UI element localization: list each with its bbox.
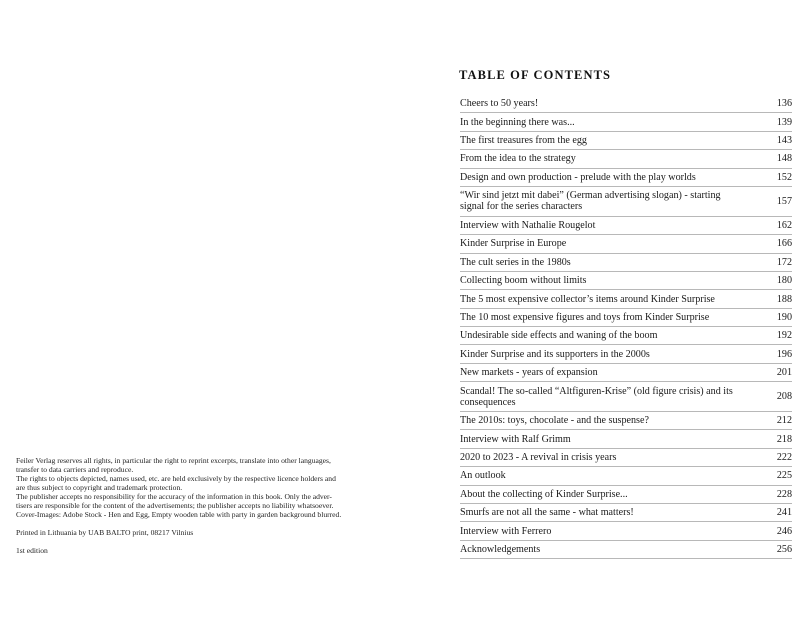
toc-entry xyxy=(460,217,792,235)
imprint-rights-line: are thus subject to copyright and trademark protection. xyxy=(16,483,183,492)
toc-entry-title: In the beginning there was... xyxy=(460,116,575,128)
toc-heading: TABLE OF CONTENTS xyxy=(459,68,612,82)
toc-entry xyxy=(460,541,792,559)
toc-entry xyxy=(460,150,792,168)
toc-entry-title: 2020 to 2023 - A revival in crisis years xyxy=(460,452,617,464)
toc-entry-title: The 10 most expensive figures and toys from Kinder Surprise xyxy=(460,311,710,323)
toc-entry-page-number: 192 xyxy=(776,330,792,342)
toc-entry-page-number: 201 xyxy=(776,367,792,379)
toc-entry-page-number: 225 xyxy=(776,470,792,482)
toc-entry-title: New markets - years of expansion xyxy=(460,367,598,379)
toc-entry xyxy=(460,132,792,150)
imprint-rights-line: The rights to objects depicted, names used, etc. are held exclusively by the respective licence holders and xyxy=(16,474,336,483)
toc-entry-title: The first treasures from the egg xyxy=(460,134,587,146)
toc-entry xyxy=(460,95,792,113)
toc-entry-page-number: 246 xyxy=(776,525,792,537)
toc-entry-page-number: 172 xyxy=(776,256,792,268)
toc-entry-page-number: 139 xyxy=(776,116,792,128)
toc-entry-title: “Wir sind jetzt mit dabei” (German advertising slogan) - starting signal for the series characters xyxy=(460,190,721,213)
toc-entry xyxy=(460,364,792,382)
imprint-rights-line: Cover-Images: Adobe Stock - Hen and Egg, Empty wooden table with party in garden background blurred. xyxy=(16,510,342,519)
toc-entry-title: Scandal! The so-called “Altfiguren-Krise” (old figure crisis) and its consequences xyxy=(460,385,733,408)
toc-entry-page-number: 152 xyxy=(776,171,792,183)
imprint-rights-line: tisers are responsible for the content of the advertisements; the publisher accepts no liability whatsoever. xyxy=(16,501,334,510)
toc-entry xyxy=(460,327,792,345)
toc-entry xyxy=(460,382,792,412)
toc-entry-title: Cheers to 50 years! xyxy=(460,98,539,110)
toc-entry-page-number: 228 xyxy=(776,488,792,500)
toc-entry xyxy=(460,486,792,504)
imprint-block xyxy=(16,456,361,555)
toc-entry xyxy=(460,430,792,448)
toc-entry-page-number: 148 xyxy=(776,153,792,165)
toc-entry xyxy=(460,522,792,540)
toc-entry xyxy=(460,412,792,430)
toc-entry-page-number: 166 xyxy=(776,238,792,250)
toc-entry xyxy=(460,235,792,253)
toc-entry xyxy=(460,504,792,522)
toc-entry-page-number: 180 xyxy=(776,275,792,287)
toc-entry xyxy=(460,345,792,363)
toc-entry-page-number: 222 xyxy=(776,452,792,464)
toc-entry-page-number: 188 xyxy=(776,293,792,305)
toc-entry-title: Collecting boom without limits xyxy=(460,275,587,287)
toc-entry-title: Smurfs are not all the same - what matters! xyxy=(460,507,634,519)
toc-entry-title: The cult series in the 1980s xyxy=(460,256,571,268)
toc-entry-page-number: 218 xyxy=(776,433,792,445)
toc-entry xyxy=(460,290,792,308)
toc-entry xyxy=(460,467,792,485)
toc-entry-page-number: 196 xyxy=(776,348,792,360)
toc-entry-page-number: 143 xyxy=(776,134,792,146)
imprint-rights-line: Feiler Verlag reserves all rights, in particular the right to reprint excerpts, translate into other languages, xyxy=(16,456,331,465)
toc-entry-page-number: 162 xyxy=(776,219,792,231)
toc-entry-page-number: 208 xyxy=(776,391,792,403)
toc-entry xyxy=(460,254,792,272)
toc-entry-page-number: 190 xyxy=(776,311,792,323)
right-page xyxy=(401,0,802,641)
toc-entry-title: From the idea to the strategy xyxy=(460,153,576,165)
toc-entry-title: Interview with Ralf Grimm xyxy=(460,433,571,445)
toc-entry-page-number: 212 xyxy=(776,415,792,427)
toc-entry-page-number: 241 xyxy=(776,507,792,519)
toc-entry-title: Interview with Ferrero xyxy=(460,525,552,537)
toc-entry-title: Design and own production - prelude with the play worlds xyxy=(460,171,696,183)
toc-list xyxy=(460,95,792,559)
toc-entry-title: The 2010s: toys, chocolate - and the suspense? xyxy=(460,415,649,427)
imprint-rights-line: transfer to data carriers and reproduce. xyxy=(16,465,134,474)
toc-entry-page-number: 256 xyxy=(776,543,792,555)
toc-entry xyxy=(460,309,792,327)
toc-entry xyxy=(460,169,792,187)
toc-entry-title: Interview with Nathalie Rougelot xyxy=(460,219,596,231)
toc-entry-page-number: 136 xyxy=(776,98,792,110)
toc-entry-title: About the collecting of Kinder Surprise... xyxy=(460,488,628,500)
toc-entry xyxy=(460,449,792,467)
toc-entry-title: Kinder Surprise in Europe xyxy=(460,238,567,250)
toc-entry-title: Undesirable side effects and waning of the boom xyxy=(460,330,658,342)
toc-entry xyxy=(460,113,792,131)
toc-entry-page-number: 157 xyxy=(776,195,792,207)
imprint-printer: Printed in Lithuania by UAB BALTO print, 08217 Vilnius xyxy=(16,528,194,537)
imprint-edition: 1st edition xyxy=(16,546,48,555)
toc-entry-title: The 5 most expensive collector’s items around Kinder Surprise xyxy=(460,293,715,305)
toc-entry-title: An outlook xyxy=(460,470,506,482)
toc-entry-title: Acknowledgements xyxy=(460,543,541,555)
toc-entry xyxy=(460,272,792,290)
imprint-rights-line: The publisher accepts no responsibility for the accuracy of the information in this book. Only the adver- xyxy=(16,492,332,501)
toc-entry xyxy=(460,187,792,217)
toc-entry-title: Kinder Surprise and its supporters in the 2000s xyxy=(460,348,650,360)
